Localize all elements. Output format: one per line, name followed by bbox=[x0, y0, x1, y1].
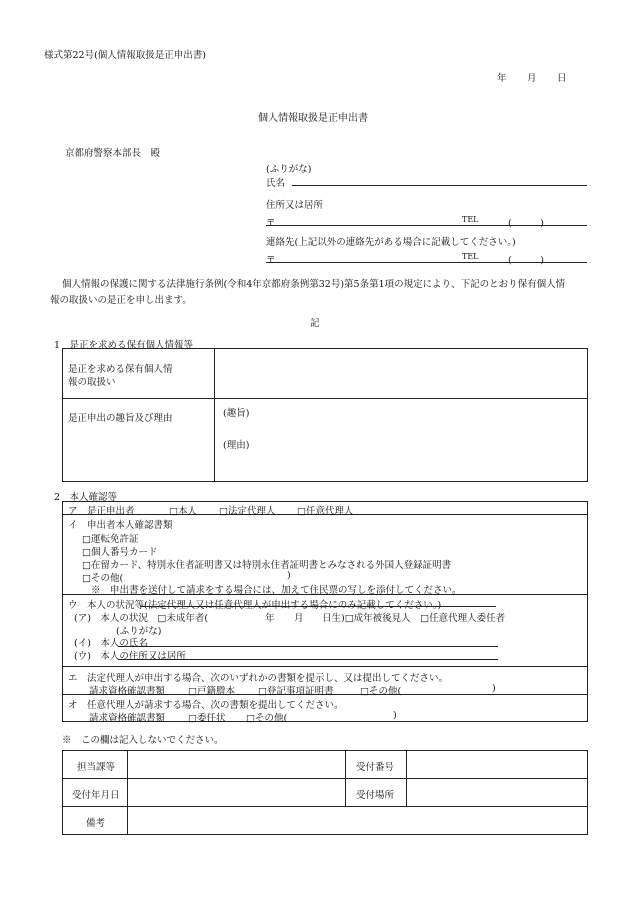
section1-row-divider bbox=[62, 398, 588, 399]
tel-paren-2: ( ) bbox=[508, 255, 544, 266]
form-number: 様式第22号(個人情報取扱是正申出書) bbox=[44, 50, 207, 61]
i-opt-other-close: ) bbox=[287, 570, 291, 581]
u-status-month: 月 bbox=[294, 613, 304, 624]
section1-col-divider bbox=[214, 348, 215, 482]
u-principal-address-line[interactable] bbox=[118, 659, 498, 660]
intro-line-1: 個人情報の保護に関する法律施行条例(令和4年京都府条例第32号)第5条第1項の規定により、下記のとおり保有個人情 bbox=[62, 279, 566, 290]
u-status-year: 年 bbox=[265, 613, 275, 624]
office-col-divider-1 bbox=[127, 750, 128, 835]
i-note: ※ 申出書を送付して請求をする場合には、加えて住民票の写しを添付してください。 bbox=[91, 585, 462, 596]
office-row-divider-1 bbox=[62, 778, 588, 779]
row1-label-a: 是正を求める保有個人情 bbox=[68, 364, 173, 375]
tel-label: TEL bbox=[462, 215, 479, 224]
u-status-birth[interactable]: 日生)□成年被後見人 □任意代理人委任者 bbox=[322, 613, 506, 624]
document-title: 個人情報取扱是正申出書 bbox=[258, 113, 368, 124]
addressee: 京都府警察本部長 殿 bbox=[65, 148, 161, 159]
o-label: オ 任意代理人が請求する場合、次の書類を提出してください。 bbox=[68, 700, 344, 711]
postal-mark: 〒 bbox=[266, 218, 276, 229]
u-status[interactable]: (ア) 本人の状況 □未成年者( bbox=[74, 613, 209, 624]
date-year: 年 bbox=[497, 73, 507, 84]
a-opt-legal-agent[interactable]: □法定代理人 bbox=[219, 506, 276, 517]
name-label: 氏名 bbox=[266, 178, 286, 189]
name-line[interactable] bbox=[292, 185, 587, 186]
a-opt-voluntary-agent[interactable]: □任意代理人 bbox=[297, 506, 354, 517]
office-dept-label: 担当課等 bbox=[77, 762, 116, 773]
purpose-label: (趣旨) bbox=[223, 408, 250, 419]
u-principal-name-label: (イ) 本人の氏名 bbox=[74, 638, 148, 649]
a-opt-self[interactable]: □本人 bbox=[169, 506, 197, 517]
tel-label-2: TEL bbox=[462, 252, 479, 261]
date-month: 月 bbox=[527, 73, 537, 84]
e-opt-registry[interactable]: □登記事項証明書 bbox=[258, 686, 334, 697]
e-opt-koseki[interactable]: □戸籍謄本 bbox=[188, 686, 235, 697]
intro-line-2: 報の取扱いの是正を申し出ます。 bbox=[50, 295, 192, 306]
e-opt-other[interactable]: □その他( bbox=[360, 686, 402, 697]
u-label: ウ 本人の状況等(法定代理人又は任意代理人が申出する場合にのみ記載してください。) bbox=[68, 600, 442, 611]
a-label: ア 是正申出者 bbox=[68, 506, 135, 517]
row2-label: 是正申出の趣旨及び理由 bbox=[68, 413, 173, 424]
office-note: ※ この欄は記入しないでください。 bbox=[62, 735, 224, 746]
purpose-reason-field[interactable] bbox=[216, 400, 586, 481]
u-furigana: (ふりがな) bbox=[116, 626, 162, 637]
office-remarks-label: 備考 bbox=[86, 818, 106, 829]
section1-heading: 1 是正を求める保有個人情報等 bbox=[54, 340, 194, 351]
o-opt-close: ) bbox=[393, 710, 397, 721]
office-col-divider-3 bbox=[406, 750, 407, 806]
postal-mark-2: 〒 bbox=[266, 255, 276, 266]
row1-label-b: 報の取扱い bbox=[68, 377, 116, 388]
office-row-divider-2 bbox=[62, 806, 588, 807]
contact-label: 連絡先(上記以外の連絡先がある場合に記載してください。) bbox=[266, 237, 516, 248]
i-label: イ 申出者本人確認書類 bbox=[68, 520, 173, 531]
o-opt-proxy[interactable]: □委任状 bbox=[188, 713, 226, 724]
o-opt-other[interactable]: □その他( bbox=[246, 713, 288, 724]
o-docs: 請求資格確認書類 bbox=[89, 713, 166, 724]
i-opt-license[interactable]: □運転免許証 bbox=[82, 534, 139, 545]
u-principal-name-line[interactable] bbox=[118, 646, 498, 647]
tel-paren: ( ) bbox=[508, 218, 544, 229]
e-label: エ 法定代理人が申出する場合、次のいずれかの書類を提示し、又は提出してください。 bbox=[68, 673, 449, 684]
office-recv-no-label: 受付番号 bbox=[356, 762, 395, 773]
e-opt-close: ) bbox=[492, 683, 496, 694]
ki-mark: 記 bbox=[310, 318, 320, 329]
handling-field[interactable] bbox=[216, 350, 586, 397]
contact-line[interactable] bbox=[266, 262, 587, 263]
section2-heading: 2 本人確認等 bbox=[54, 492, 118, 503]
address-line[interactable] bbox=[266, 225, 587, 226]
row-u-divider bbox=[62, 666, 588, 667]
furigana-label: (ふりがな) bbox=[266, 164, 312, 175]
i-opt-residence-card[interactable]: □在留カード、特別永住者証明書又は特別永住者証明書とみなされる外国人登録証明書 bbox=[82, 560, 452, 571]
i-opt-mynumber[interactable]: □個人番号カード bbox=[82, 547, 158, 558]
reason-label: (理由) bbox=[223, 440, 250, 451]
office-table bbox=[62, 750, 588, 835]
office-recv-place-label: 受付場所 bbox=[356, 790, 395, 801]
u-principal-address-label: (ウ) 本人の住所又は居所 bbox=[74, 651, 186, 662]
e-docs: 請求資格確認書類 bbox=[89, 686, 166, 697]
office-col-divider-2 bbox=[345, 750, 346, 806]
u-label-underline bbox=[140, 606, 496, 607]
date-day: 日 bbox=[557, 73, 567, 84]
i-opt-other[interactable]: □その他( bbox=[82, 573, 124, 584]
address-label: 住所又は居所 bbox=[266, 200, 324, 211]
office-recv-date-label: 受付年月日 bbox=[72, 790, 120, 801]
